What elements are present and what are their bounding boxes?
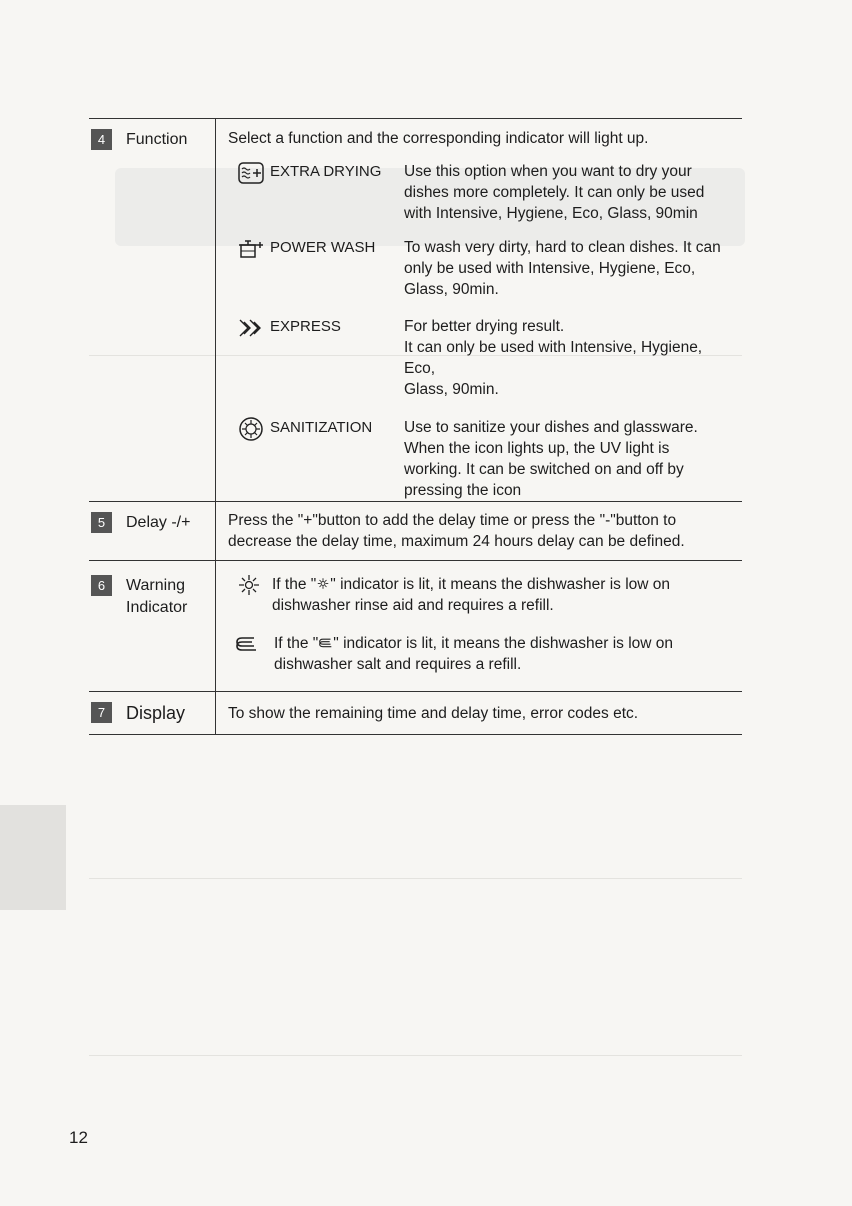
- desc-line: Glass, 90min.: [404, 381, 499, 398]
- rinse-aid-icon: [236, 574, 262, 596]
- warning-line: dishwasher rinse aid and requires a refill.: [272, 597, 554, 614]
- delay-line: Press the "+"button to add the delay time or press the "-"button to: [228, 512, 677, 529]
- delay-line: decrease the delay time, maximum 24 hours delay can be defined.: [228, 533, 685, 550]
- side-tab: [0, 805, 66, 910]
- row-label-text: Delay -/+: [126, 514, 191, 531]
- controls-table: [89, 118, 742, 735]
- row-content: [216, 692, 742, 734]
- desc-line: working. It can be switched on and off by: [404, 461, 684, 478]
- warning-line: dishwasher salt and requires a refill.: [274, 656, 522, 673]
- row-label: [89, 502, 216, 560]
- feature-sanitization: [228, 417, 742, 501]
- desc-line: Glass, 90min.: [404, 281, 499, 298]
- warning-salt: [228, 633, 742, 675]
- row-label: [89, 119, 216, 501]
- row-label-text: [126, 575, 187, 619]
- feature-name: POWER WASH: [270, 239, 376, 256]
- warning-rinse-aid: [228, 574, 742, 616]
- display-text: To show the remaining time and delay time, error codes etc.: [228, 705, 639, 722]
- feature-description: [404, 237, 734, 300]
- feature-name: SANITIZATION: [270, 419, 373, 436]
- desc-line: with Intensive, Hygiene, Eco, Glass, 90min: [404, 205, 698, 222]
- feature-name: EXPRESS: [270, 318, 341, 335]
- feature-description: [404, 417, 734, 501]
- row-label-text: Function: [126, 131, 188, 148]
- row-delay: [89, 502, 742, 561]
- desc-line: pressing the icon: [404, 482, 522, 499]
- desc-line: It can only be used with Intensive, Hygiene, Eco,: [404, 339, 703, 377]
- desc-line: To wash very dirty, hard to clean dishes. It can: [404, 239, 721, 256]
- desc-line: When the icon lights up, the UV light is: [404, 440, 670, 457]
- desc-line: only be used with Intensive, Hygiene, Eco,: [404, 260, 696, 277]
- row-function: [89, 119, 742, 502]
- express-icon: [238, 316, 264, 340]
- feature-description: [404, 161, 734, 224]
- bleed-through-line: [89, 1055, 742, 1056]
- sanitization-icon: [238, 417, 264, 441]
- label-line: Warning: [126, 577, 185, 594]
- rinse-aid-icon: [316, 577, 330, 590]
- feature-name: EXTRA DRYING: [270, 163, 382, 180]
- warning-line: [274, 633, 673, 654]
- function-intro: Select a function and the corresponding indicator will light up.: [228, 130, 649, 147]
- warning-pre: If the ": [272, 576, 317, 593]
- warning-post: " indicator is lit, it means the dishwasher is low on: [330, 576, 671, 593]
- warning-post: " indicator is lit, it means the dishwasher is low on: [333, 635, 674, 652]
- feature-description: [404, 316, 734, 400]
- label-line: Indicator: [126, 599, 188, 616]
- row-content: [216, 502, 742, 560]
- desc-line: For better drying result.: [404, 318, 565, 335]
- warning-text: [272, 574, 670, 616]
- feature-power-wash: [228, 237, 742, 300]
- desc-line: Use to sanitize your dishes and glassware.: [404, 419, 698, 436]
- row-label: [89, 561, 216, 691]
- salt-icon: [234, 633, 260, 655]
- row-display: [89, 692, 742, 735]
- page-number: 12: [69, 1128, 88, 1147]
- desc-line: dishes more completely. It can only be used: [404, 184, 705, 201]
- row-content: [216, 561, 742, 691]
- row-number-badge: 5: [91, 512, 112, 533]
- row-number-badge: 6: [91, 575, 112, 596]
- bleed-through-line: [89, 878, 742, 879]
- desc-line: Use this option when you want to dry your: [404, 163, 692, 180]
- warning-pre: If the ": [274, 635, 319, 652]
- feature-extra-drying: [228, 161, 742, 224]
- warning-text: [274, 633, 673, 675]
- row-label-text: Display: [126, 703, 186, 723]
- salt-icon: [318, 636, 333, 649]
- row-warning-indicator: [89, 561, 742, 692]
- feature-express: [228, 316, 742, 400]
- extra-drying-icon: [238, 161, 264, 185]
- warning-line: [272, 574, 670, 595]
- row-content: [216, 119, 742, 501]
- power-wash-icon: [238, 237, 264, 261]
- row-number-badge: 4: [91, 129, 112, 150]
- row-label: [89, 692, 216, 734]
- row-number-badge: 7: [91, 702, 112, 723]
